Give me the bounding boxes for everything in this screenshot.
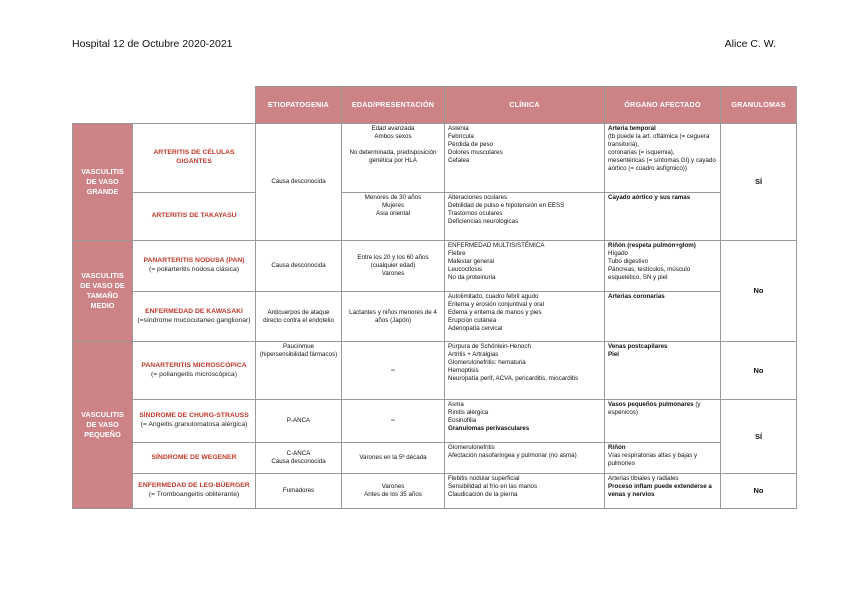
- disease-kawasaki: ENFERMEDAD DE KAWASAKI (=síndrome mucocutaneo ganglionar): [133, 292, 256, 342]
- group-vaso-pequeno: VASCULITIS DE VASO PEQUEÑO: [73, 342, 133, 509]
- edad-churg: --: [342, 400, 445, 443]
- col-clinica: CLÍNICA: [445, 87, 605, 124]
- etio-pan: Causa desconocida: [256, 241, 342, 292]
- edad-takayasu: Menores de 30 años Mujeres Asia oriental: [342, 193, 445, 241]
- disease-churg: SÍNDROME DE CHURG-STRAUSS (= Angeitis granulomatosa alérgica): [133, 400, 256, 443]
- group-vaso-medio: VASCULITIS DE VASO DE TAMAÑO MEDIO: [73, 241, 133, 342]
- granulomas-micro: No: [721, 342, 797, 400]
- organo-takayasu: Cayado aórtico y sus ramas: [605, 193, 721, 241]
- clinica-churg: Asma Rinitis alérgica Eosinofilia Granulomas perivasculares: [445, 400, 605, 443]
- edad-pan: Entre los 20 y los 60 años (cualquier edad) Varones: [342, 241, 445, 292]
- col-etiopatogenia: ETIOPATOGENIA: [256, 87, 342, 124]
- edad-wegener: Varones en la 5ª década: [342, 443, 445, 474]
- granulomas-buerger: No: [721, 474, 797, 509]
- header-blank: [73, 87, 256, 124]
- clinica-acg: Astenia Febrícula Pérdida de peso Dolores musculares Cefalea: [445, 124, 605, 193]
- vasculitis-table: [72, 86, 797, 509]
- disease-pan: PANARTERITIS NODUSA (PAN) (= poliarteritis nodosa clásica): [133, 241, 256, 292]
- clinica-buerger: Flebitis nodular superficial Sensibilidad al frío en las manos Claudicación de la pierna: [445, 474, 605, 509]
- col-granulomas: GRANULOMAS: [721, 87, 797, 124]
- granulomas-churg-wegener: SÍ: [721, 400, 797, 474]
- edad-micro: --: [342, 342, 445, 400]
- organo-micro: Venas postcapilares Piel: [605, 342, 721, 400]
- etio-wegener: C-ANCA Causa desconocida: [256, 443, 342, 474]
- organo-acg: Arteria temporal (tb puede la art. oftálmica (= ceguera transitoria), coronarias (= isquemia), mesentéricas (= síntomas GI) y cayado aórtico (= cuadro asfígmico)): [605, 124, 721, 193]
- etio-micro: Paucinmue (hipersensibilidad fármacos): [256, 342, 342, 400]
- disease-micro: PANARTERITIS MICROSCÓPICA (= poliangeitis microscópica): [133, 342, 256, 400]
- organo-kawasaki: Arterias coronarias: [605, 292, 721, 342]
- etio-kawasaki: Anticuerpos de ataque directo contra el endotelio: [256, 292, 342, 342]
- clinica-wegener: Glomerulonefritis Afectación nasofaríngea y pulmonar (no asma): [445, 443, 605, 474]
- group-vaso-grande: VASCULITIS DE VASO GRANDE: [73, 124, 133, 241]
- header-author: Alice C. W.: [724, 38, 776, 50]
- organo-wegener: Riñón Vías respiratorias altas y bajas y pulmones: [605, 443, 721, 474]
- header-hospital: Hospital 12 de Octubre 2020-2021: [72, 38, 233, 50]
- clinica-takayasu: Alteraciones oculares Debilidad de pulso e hipotensión en EESS Trastornos oculares Deficiencias neurológicas: [445, 193, 605, 241]
- clinica-kawasaki: Autolimitado, cuadro febril agudo Eritema y erosión conjuntival y oral Edema y eritema de manos y pies Erupción cutánea Adenopatía cervical: [445, 292, 605, 342]
- clinica-micro: Púrpura de Schönlein-Henoch Artritis + Artralgias Glomerulonefritis: hematuria Hemoptisis Neuropatía perif, ACVA, pericarditis, miocarditis: [445, 342, 605, 400]
- clinica-pan: ENFERMEDAD MULTISISTÉMICA Fiebre Malestar general Leucocitosis No da proteinuria: [445, 241, 605, 292]
- etio-acg: Causa desconocida: [256, 124, 342, 241]
- edad-acg: Edad avanzada Ambos sexos No determinada, predisposición genética por HLA: [342, 124, 445, 193]
- edad-kawasaki: Lactantes y niños menores de 4 años (Japón): [342, 292, 445, 342]
- organo-buerger: Arterias tibiales y radiales Proceso inflam puede extenderse a venas y nervios: [605, 474, 721, 509]
- etio-buerger: Fumadores: [256, 474, 342, 509]
- edad-buerger: Varones Antes de los 35 años: [342, 474, 445, 509]
- disease-buerger: ENFERMEDAD DE LEO-BÜERGER (= Tromboangeitis obliterante): [133, 474, 256, 509]
- disease-takayasu: ARTERITIS DE TAKAYASU: [133, 193, 256, 241]
- col-edad: EDAD/PRESENTACIÓN: [342, 87, 445, 124]
- granulomas-grande: SÍ: [721, 124, 797, 241]
- disease-acg: ARTERITIS DE CÉLULAS GIGANTES: [133, 124, 256, 193]
- disease-wegener: SÍNDROME DE WEGENER: [133, 443, 256, 474]
- etio-churg: P-ANCA: [256, 400, 342, 443]
- organo-churg: Vasos pequeños pulmonares (y espénicos): [605, 400, 721, 443]
- organo-pan: Riñón (respeta pulmón+glom) Hígado Tubo digestivo Páncreas, testículos, músculo esquelético, SN y piel: [605, 241, 721, 292]
- granulomas-medio: No: [721, 241, 797, 342]
- col-organo: ÓRGANO AFECTADO: [605, 87, 721, 124]
